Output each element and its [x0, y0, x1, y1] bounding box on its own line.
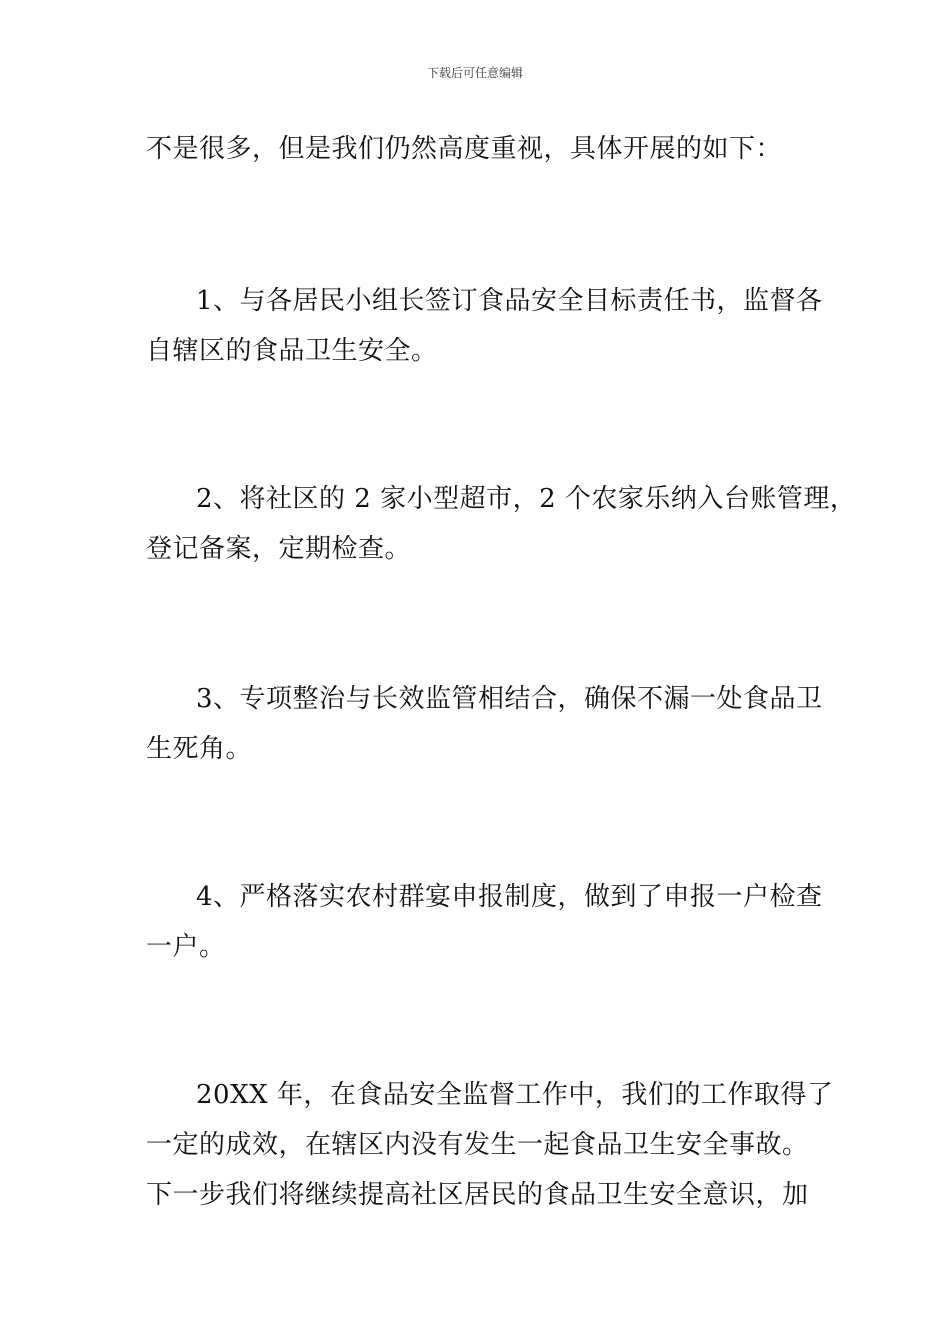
text-line: 生死角。 [146, 734, 253, 764]
text-line: 一定的成效，在辖区内没有发生一起食品卫生安全事故。 [146, 1130, 809, 1160]
text-line: 一户。 [146, 932, 226, 962]
text-line: 登记备案，定期检查。 [146, 534, 412, 564]
text-line: 4、严格落实农村群宴申报制度，做到了申报一户检查 [196, 882, 823, 912]
text-line: 1、与各居民小组长签订食品安全目标责任书，监督各 [196, 286, 823, 316]
text-line: 3、专项整治与长效监管相结合，确保不漏一处食品卫 [196, 684, 823, 714]
page-header: 下载后可任意编辑 [426, 66, 523, 80]
text-line: 自辖区的食品卫生安全。 [146, 336, 438, 366]
text-line: 20XX 年，在食品安全监督工作中，我们的工作取得了 [196, 1080, 834, 1110]
text-line: 不是很多，但是我们仍然高度重视，具体开展的如下： [146, 134, 783, 164]
text-line: 2、将社区的 2 家小型超市，2 个农家乐纳入台账管理， [196, 484, 857, 514]
text-line: 下一步我们将继续提高社区居民的食品卫生安全意识，加 [146, 1180, 809, 1210]
